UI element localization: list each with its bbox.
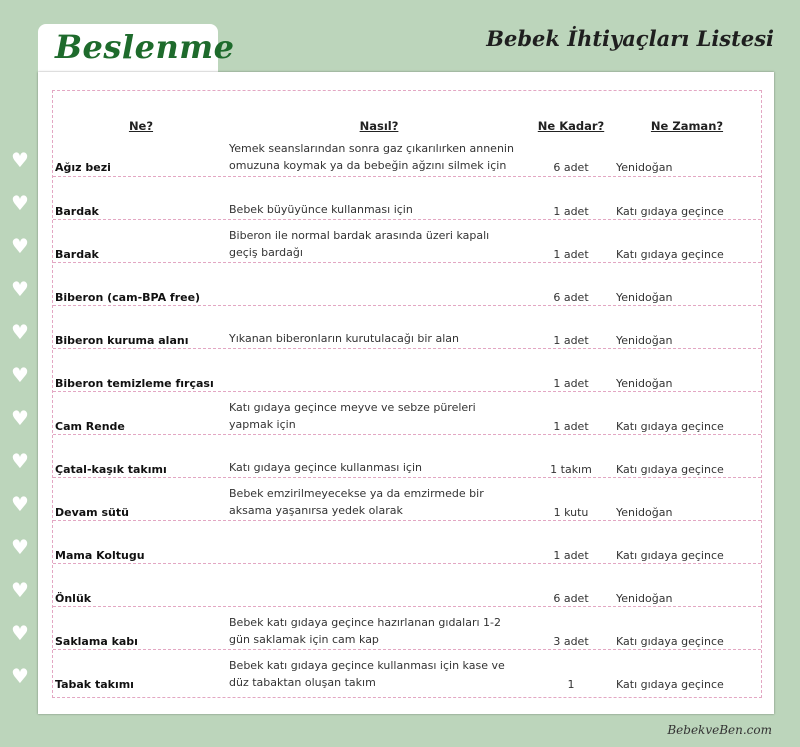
header-how: Nasıl? <box>359 119 399 133</box>
item-name: Tabak takımı <box>55 678 134 691</box>
item-timing: Yenidoğan <box>616 291 673 304</box>
page-heading: Bebek İhtiyaçları Listesi <box>486 26 774 51</box>
heart-icon: ♥ <box>11 578 29 602</box>
list-card <box>38 72 774 714</box>
table-row <box>53 133 761 176</box>
item-timing: Katı gıdaya geçince <box>616 678 724 691</box>
item-timing: Yenidoğan <box>616 592 673 605</box>
item-name: Ağız bezi <box>55 161 111 174</box>
item-name: Çatal-kaşık takımı <box>55 463 167 476</box>
table-row <box>53 219 761 263</box>
header-how-many: Ne Kadar? <box>537 119 605 133</box>
heart-icon: ♥ <box>11 406 29 430</box>
header-when: Ne Zaman? <box>650 119 724 133</box>
item-description: Bebek katı gıdaya geçince kullanması için kase ve düz tabaktan oluşan takım <box>229 659 505 689</box>
table-row <box>53 434 761 478</box>
heart-icon: ♥ <box>11 492 29 516</box>
heart-icon: ♥ <box>11 277 29 301</box>
item-timing: Yenidoğan <box>616 161 673 174</box>
item-timing: Katı gıdaya geçince <box>616 463 724 476</box>
item-name: Biberon (cam-BPA free) <box>55 291 201 304</box>
table-row <box>53 649 761 693</box>
table-row <box>53 477 761 521</box>
item-name: Bardak <box>55 205 99 218</box>
heart-icon: ♥ <box>11 449 29 473</box>
item-quantity: 6 adet <box>553 592 589 605</box>
heart-icon: ♥ <box>11 320 29 344</box>
heart-icon: ♥ <box>11 535 29 559</box>
table-row <box>53 606 761 650</box>
item-quantity: 1 adet <box>553 420 589 433</box>
item-description: Katı gıdaya geçince kullanması için <box>229 461 422 474</box>
item-name: Bardak <box>55 248 99 261</box>
item-quantity: 6 adet <box>553 161 589 174</box>
site-footer: BebekveBen.com <box>667 723 772 737</box>
item-name: Devam sütü <box>55 506 129 519</box>
item-description: Bebek katı gıdaya geçince hazırlanan gıdaları 1-2 gün saklamak için cam kap <box>229 616 502 646</box>
item-quantity: 1 adet <box>553 334 589 347</box>
item-timing: Katı gıdaya geçince <box>616 205 724 218</box>
table-row <box>53 563 761 607</box>
table-row <box>53 391 761 435</box>
table-row <box>53 262 761 306</box>
item-timing: Yenidoğan <box>616 377 673 390</box>
item-timing: Yenidoğan <box>616 506 673 519</box>
item-quantity: 1 adet <box>553 205 589 218</box>
section-title: Beslenme <box>55 28 235 66</box>
item-timing: Katı gıdaya geçince <box>616 420 724 433</box>
table-row <box>53 305 761 349</box>
item-description: Bebek emzirilmeyecekse ya da emzirmede bir aksama yaşanırsa yedek olarak <box>229 487 484 517</box>
item-description: Biberon ile normal bardak arasında üzeri kapalı geçiş bardağı <box>229 229 490 259</box>
checklist-table <box>52 90 762 698</box>
table-row <box>53 176 761 220</box>
item-timing: Katı gıdaya geçince <box>616 549 724 562</box>
item-timing: Katı gıdaya geçince <box>616 635 724 648</box>
item-name: Biberon kuruma alanı <box>55 334 189 347</box>
item-quantity: 1 adet <box>553 377 589 390</box>
item-name: Cam Rende <box>55 420 125 433</box>
item-quantity: 1 adet <box>553 248 589 261</box>
item-quantity: 6 adet <box>553 291 589 304</box>
item-name: Önlük <box>55 592 92 605</box>
item-quantity: 1 <box>567 678 575 691</box>
item-quantity: 3 adet <box>553 635 589 648</box>
table-row <box>53 348 761 392</box>
item-name: Biberon temizleme fırçası <box>55 377 214 390</box>
heart-icon: ♥ <box>11 621 29 645</box>
table-row <box>53 520 761 564</box>
heart-icon: ♥ <box>11 234 29 258</box>
item-description: Katı gıdaya geçince meyve ve sebze püreleri yapmak için <box>229 401 476 431</box>
heart-icon: ♥ <box>11 191 29 215</box>
item-name: Saklama kabı <box>55 635 138 648</box>
heart-icon: ♥ <box>11 363 29 387</box>
item-description: Yıkanan biberonların kurutulacağı bir alan <box>229 332 459 345</box>
header-what: Ne? <box>128 119 154 133</box>
item-timing: Yenidoğan <box>616 334 673 347</box>
item-quantity: 1 takım <box>550 463 592 476</box>
item-quantity: 1 kutu <box>553 506 589 519</box>
heart-icon: ♥ <box>11 148 29 172</box>
item-quantity: 1 adet <box>553 549 589 562</box>
item-description: Bebek büyüyünce kullanması için <box>229 203 413 216</box>
item-description: Yemek seanslarından sonra gaz çıkarılırken annenin omuzuna koymak ya da bebeğin ağzını silmek için <box>229 142 514 172</box>
item-timing: Katı gıdaya geçince <box>616 248 724 261</box>
heart-icon: ♥ <box>11 664 29 688</box>
item-name: Mama Koltugu <box>55 549 145 562</box>
